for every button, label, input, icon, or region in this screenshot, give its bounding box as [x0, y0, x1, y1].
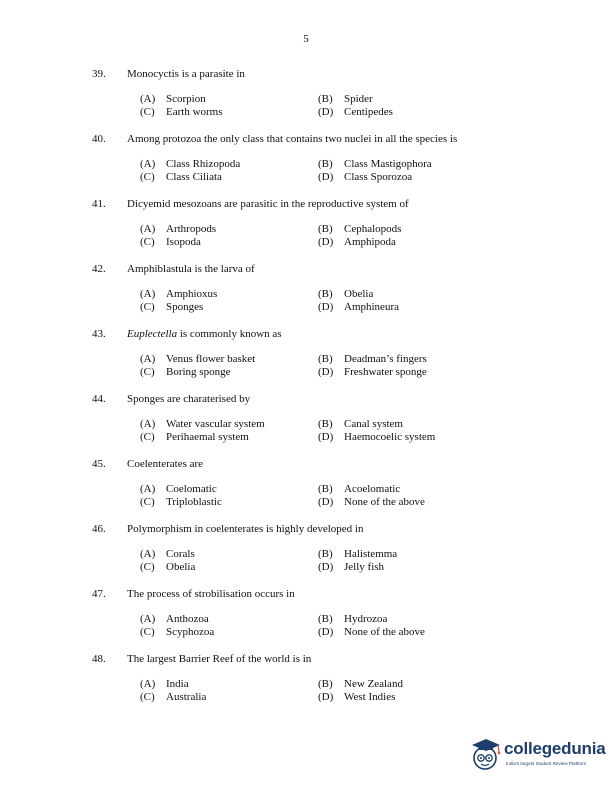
option-text: Sponges: [166, 301, 204, 313]
option-letter: (C): [140, 691, 155, 703]
question-text: Among protozoa the only class that contains two nuclei in all the species is: [127, 133, 458, 145]
option-text: Australia: [166, 691, 207, 703]
option-letter: (C): [140, 236, 155, 248]
option-text: Water vascular system: [166, 418, 265, 430]
option-text: Anthozoa: [166, 613, 209, 625]
option-letter: (D): [318, 106, 334, 118]
question-text: Polymorphism in coelenterates is highly developed in: [127, 523, 364, 535]
option-text: Amphioxus: [166, 288, 218, 300]
option-letter: (A): [140, 548, 156, 560]
option-text: Cephalopods: [344, 223, 402, 235]
option-b: [318, 678, 403, 690]
option-a: [140, 288, 217, 300]
option-c: [140, 691, 206, 703]
option-letter: (D): [318, 171, 334, 183]
option-c: [140, 561, 195, 573]
option-text: Scyphozoa: [166, 626, 215, 638]
option-letter: (B): [318, 483, 333, 495]
option-a: [140, 418, 265, 430]
option-a: [140, 548, 195, 560]
option-letter: (B): [318, 158, 333, 170]
option-letter: (D): [318, 236, 334, 248]
option-letter: (A): [140, 93, 156, 105]
option-letter: (B): [318, 613, 333, 625]
option-text: Arthropods: [166, 223, 217, 235]
option-text: None of the above: [344, 626, 425, 638]
option-text: New Zealand: [344, 678, 403, 690]
option-b: [318, 418, 403, 430]
option-text: West Indies: [344, 691, 396, 703]
option-text: Corals: [166, 548, 195, 560]
option-text: Centipedes: [344, 106, 393, 118]
option-letter: (B): [318, 678, 333, 690]
option-b: [318, 613, 387, 625]
option-c: [140, 301, 203, 313]
option-letter: (A): [140, 613, 156, 625]
option-b: [318, 483, 400, 495]
option-letter: (C): [140, 431, 155, 443]
option-text: Freshwater sponge: [344, 366, 427, 378]
logo-tagline: India's largest Student Review Platform: [506, 761, 587, 766]
option-text: Triploblastic: [166, 496, 222, 508]
question-text: Sponges are charaterised by: [127, 393, 251, 405]
option-a: [140, 223, 216, 235]
question-number: 48.: [92, 653, 106, 665]
option-letter: (D): [318, 496, 334, 508]
question-number: 47.: [92, 588, 106, 600]
option-a: [140, 613, 209, 625]
option-letter: (D): [318, 561, 334, 573]
option-a: [140, 678, 189, 690]
question-number: 44.: [92, 393, 106, 405]
question-number: 42.: [92, 263, 106, 275]
option-letter: (C): [140, 626, 155, 638]
option-text: Class Mastigophora: [344, 158, 432, 170]
question-text: Monocyctis is a parasite in: [127, 68, 245, 80]
question-number: 46.: [92, 523, 106, 535]
collegedunia-logo: [466, 734, 606, 778]
option-text: Obelia: [344, 288, 374, 300]
question-text: The process of strobilisation occurs in: [127, 588, 295, 600]
option-letter: (D): [318, 301, 334, 313]
option-text: Hydrozoa: [344, 613, 388, 625]
option-c: [140, 236, 201, 248]
option-letter: (B): [318, 418, 333, 430]
option-a: [140, 93, 206, 105]
option-text: India: [166, 678, 189, 690]
option-text: Earth worms: [166, 106, 223, 118]
option-text: Halistemma: [344, 548, 398, 560]
option-text: Venus flower basket: [166, 353, 256, 365]
option-c: [140, 496, 222, 508]
option-letter: (B): [318, 288, 333, 300]
option-text: Haemocoelic system: [344, 431, 436, 443]
question-text: Dicyemid mesozoans are parasitic in the reproductive system of: [127, 198, 409, 210]
option-d: [318, 106, 393, 118]
option-letter: (C): [140, 301, 155, 313]
option-b: [318, 353, 427, 365]
option-d: [318, 691, 395, 703]
question-number: 41.: [92, 198, 106, 210]
option-text: Isopoda: [166, 236, 201, 248]
option-letter: (D): [318, 626, 334, 638]
option-letter: (D): [318, 691, 334, 703]
option-text: Coelomatic: [166, 483, 217, 495]
option-text: Obelia: [166, 561, 196, 573]
option-text: Scorpion: [166, 93, 206, 105]
option-text: Amphineura: [344, 301, 399, 313]
option-c: [140, 626, 214, 638]
option-text: Amphipoda: [344, 236, 396, 248]
question-text: The largest Barrier Reef of the world is in: [127, 653, 312, 665]
option-d: [318, 171, 412, 183]
option-letter: (A): [140, 678, 156, 690]
option-letter: (A): [140, 223, 156, 235]
page-number: 5: [303, 33, 309, 45]
option-letter: (B): [318, 223, 333, 235]
option-text: Acoelomatic: [344, 483, 401, 495]
option-c: [140, 171, 222, 183]
option-d: [318, 626, 425, 638]
option-letter: (A): [140, 353, 156, 365]
option-text: Jelly fish: [344, 561, 385, 573]
option-b: [318, 158, 432, 170]
option-c: [140, 106, 223, 118]
question-text: [127, 328, 282, 340]
option-text: Class Rhizopoda: [166, 158, 241, 170]
option-letter: (C): [140, 171, 155, 183]
question-text-italic: Euplectella: [127, 328, 178, 340]
option-d: [318, 431, 435, 443]
question-number: 39.: [92, 68, 106, 80]
graduate-mascot-icon: [466, 734, 506, 774]
option-d: [318, 496, 425, 508]
option-text: Perihaemal system: [166, 431, 249, 443]
option-letter: (C): [140, 106, 155, 118]
option-a: [140, 483, 217, 495]
option-b: [318, 288, 373, 300]
option-text: None of the above: [344, 496, 425, 508]
option-letter: (D): [318, 366, 334, 378]
option-d: [318, 236, 396, 248]
option-a: [140, 158, 240, 170]
question-number: 43.: [92, 328, 106, 340]
option-letter: (C): [140, 496, 155, 508]
option-b: [318, 93, 373, 105]
logo-wordmark: collegedunia: [504, 739, 606, 758]
option-letter: (B): [318, 353, 333, 365]
question-number: 40.: [92, 133, 106, 145]
option-text: Boring sponge: [166, 366, 231, 378]
option-letter: (C): [140, 366, 155, 378]
option-letter: (A): [140, 288, 156, 300]
option-d: [318, 561, 384, 573]
question-number: 45.: [92, 458, 106, 470]
question-text: Amphiblastula is the larva of: [127, 263, 255, 275]
option-d: [318, 301, 399, 313]
option-letter: (A): [140, 418, 156, 430]
option-b: [318, 548, 397, 560]
option-letter: (A): [140, 158, 156, 170]
option-letter: (D): [318, 431, 334, 443]
option-text: Spider: [344, 93, 373, 105]
option-text: Class Ciliata: [166, 171, 222, 183]
option-c: [140, 366, 230, 378]
question-text-rest: is commonly known as: [177, 328, 282, 340]
option-text: Canal system: [344, 418, 403, 430]
option-letter: (B): [318, 548, 333, 560]
option-a: [140, 353, 255, 365]
option-letter: (A): [140, 483, 156, 495]
option-letter: (C): [140, 561, 155, 573]
option-c: [140, 431, 249, 443]
option-d: [318, 366, 427, 378]
option-text: Deadman’s fingers: [344, 353, 427, 365]
option-b: [318, 223, 401, 235]
question-text: Coelenterates are: [127, 458, 204, 470]
option-letter: (B): [318, 93, 333, 105]
option-text: Class Sporozoa: [344, 171, 413, 183]
